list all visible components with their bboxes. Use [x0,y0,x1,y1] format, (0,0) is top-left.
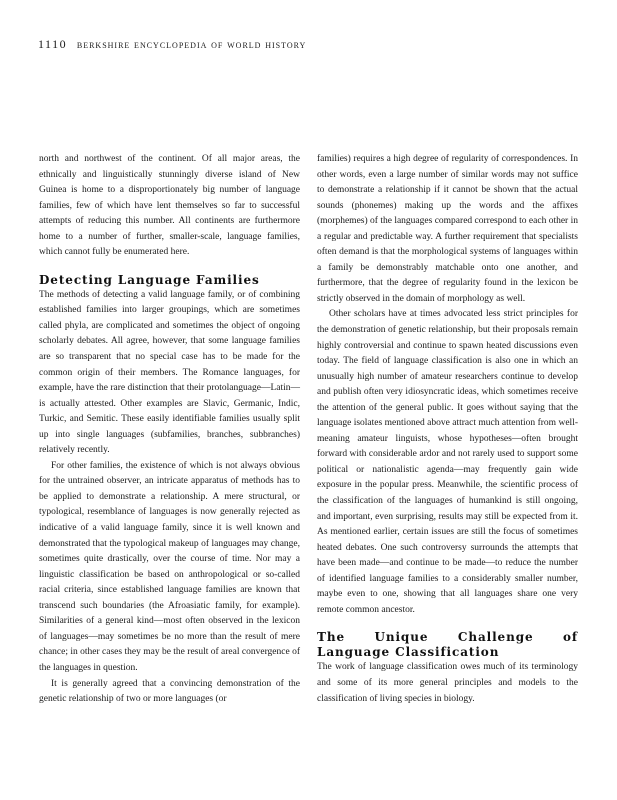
publication-title: berkshire encyclopedia of world history [76,39,307,51]
paragraph: It is generally agreed that a convincing demonstration of the genetic relationship of two or more languages (or [39,678,300,705]
paragraph: For other families, the existence of which is not always obvious for the untrained observer, an intricate apparatus of methods has to be applied to demonstrate a relationship. A mere structural, or typological, resemblance of languages is now generally rejected as indicative of a valid language family, since it is well known and demonstrated that the typological makeup of languages may change, sometimes quite drastically, over the course of time. Nor may a linguistic classification be based on anthropological or so-called racial criteria, since established language families are known that transcend such boundaries (the Afroasiatic family, for example). Similarities of a general kind—most often observed in the lexicon of languages—may sometimes be no more than the result of mere chance; in other cases they may be the result of areal convergence of the languages in question. [39,460,300,673]
paragraph: The work of language classification owes much of its terminology and some of its more general principles and models to the classification of living species in biology. [317,662,578,704]
running-header [38,37,306,52]
left-column [39,152,300,708]
paragraph: families) requires a high degree of regularity of correspondences. In other words, even a large number of similar words may not suffice to demonstrate a relationship if it cannot be shown that the actual sounds (phonemes) making up the words and the affixes (morphemes) of the languages compared correspond to each other in a regular and predictable way. A further requirement that specialists often demand is that the morphological systems of languages within a family be demonstrably matchable onto one another, and furthermore, that the degree of regularity found in the lexicon be strictly observed in the domain of morphology as well. [317,154,578,304]
page-number: 1110 [38,37,68,51]
paragraph: north and northwest of the continent. Of all major areas, the ethnically and linguistically stunningly diverse island of New Guinea is home to a disproportionately big number of language families, few of which have lent themselves so far to successful attempts of reducing this number. All continents are furthermore home to a number of further, smaller-scale, language families, which cannot fully be enumerated here. [39,154,300,258]
section-heading-detecting-language-families: Detecting Language Families [39,272,260,287]
section-heading-unique-challenge: The Unique Challenge of Language Classification [317,630,578,660]
paragraph: The methods of detecting a valid language family, or of combining established families into larger groupings, which are sometimes called phyla, are complicated and sometimes the object of ongoing scholarly debates. All agree, however, that some language families are so transparent that no special case has to be made for the common origin of their members. The Romance languages, for example, have the rare distinction that their protolanguage—Latin—is actually attested. Other examples are Slavic, Germanic, Indic, Turkic, and Semitic. These easily identifiable families usually split up into single languages (subfamilies, branches, subbranches) relatively recently. [39,289,300,456]
paragraph: Other scholars have at times advocated less strict principles for the demonstration of genetic relationship, but their proposals remain highly controversial and continue to spawn heated discussions even today. The field of language classification is also one in which an unusually high number of amateur researchers continue to develop and publish often very idiosyncratic ideas, which sometimes receive the attention of the general public. It goes without saying that the language isolates mentioned above attract much attention from well-meaning amateur linguists, whose hypotheses—often brought forward with considerable ardor and not rarely used to support some political or nationalistic agenda—may frequently gain wide exposure in the popular press. Meanwhile, the scientific process of the classification of the languages of humankind is still ongoing, and important, even surprising, results may still be expected from it. As mentioned earlier, certain issues are still the focus of sometimes heated debates. One such controversy surrounds the attempts that have been made—and continue to be made—to reduce the number of identified language families to a considerably smaller number, maybe even to one, showing that all languages share one very remote common ancestor. [317,309,578,615]
right-column [317,152,578,707]
